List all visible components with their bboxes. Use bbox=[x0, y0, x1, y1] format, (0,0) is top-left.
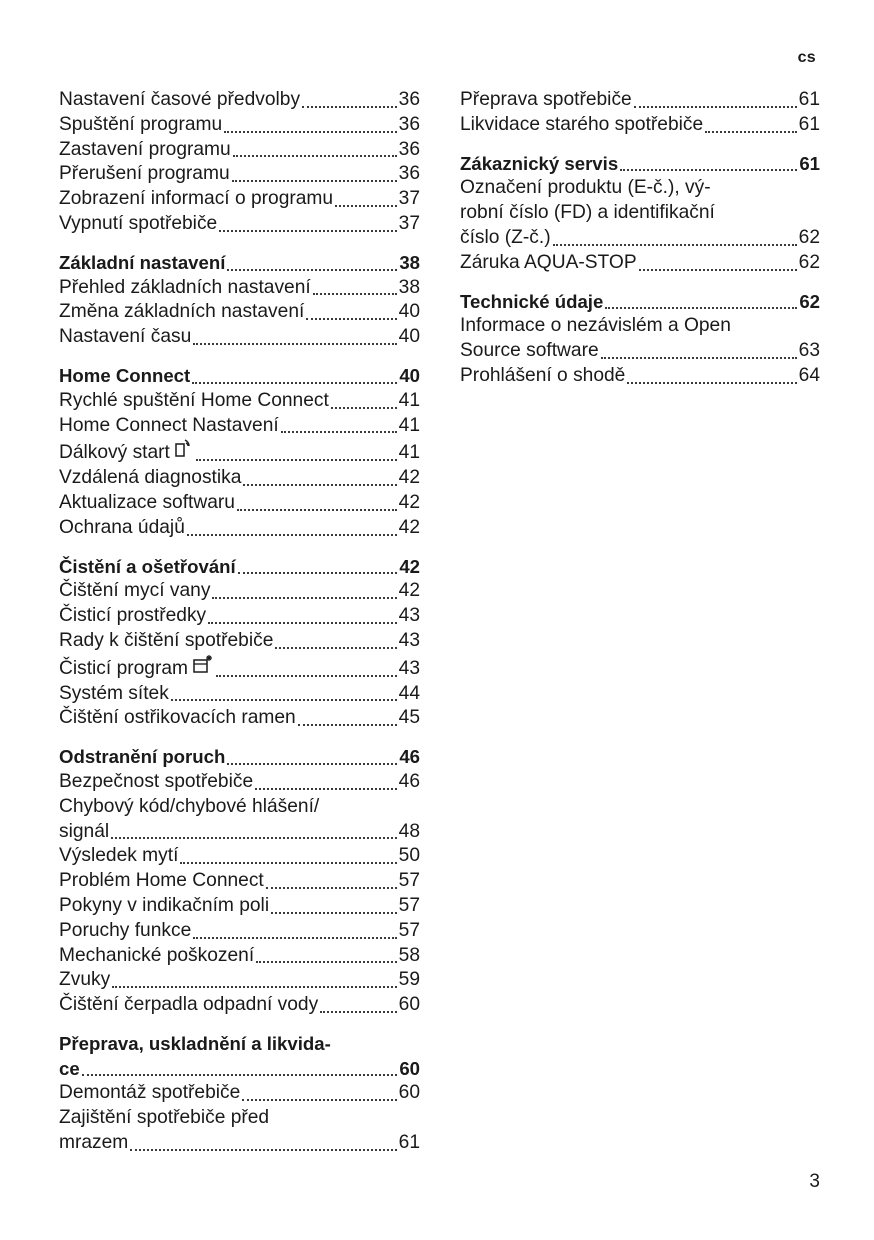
toc-page-number: 41 bbox=[398, 442, 420, 464]
toc-entry-title: Záruka AQUA-STOP bbox=[460, 251, 637, 273]
toc-entry bbox=[59, 325, 420, 350]
toc-entry bbox=[59, 654, 420, 682]
toc-section bbox=[59, 364, 420, 541]
dot-leader bbox=[212, 583, 396, 599]
toc-entry-title: Ochrana údajů bbox=[59, 516, 185, 538]
dot-leader bbox=[271, 898, 397, 914]
toc-page-number: 42 bbox=[398, 516, 420, 538]
dot-leader bbox=[238, 558, 398, 574]
toc-entry bbox=[59, 491, 420, 516]
toc-entry bbox=[59, 869, 420, 894]
toc-entry-title: Informace o nezávislém a Open bbox=[460, 315, 731, 337]
toc-page-number: 57 bbox=[398, 919, 420, 941]
toc-page-number: 41 bbox=[398, 414, 420, 436]
toc-entry-title: Poruchy funkce bbox=[59, 919, 192, 941]
dot-leader bbox=[196, 445, 397, 461]
language-code: cs bbox=[797, 49, 816, 66]
toc-page-number: 61 bbox=[799, 152, 820, 174]
toc-page-number: 58 bbox=[398, 944, 420, 966]
toc-page-number: 48 bbox=[398, 820, 420, 842]
toc-entry-title: Nastavení času bbox=[59, 326, 192, 348]
toc-entry bbox=[460, 226, 820, 251]
dot-leader bbox=[216, 661, 397, 677]
dot-leader bbox=[553, 230, 797, 246]
dot-leader bbox=[237, 495, 397, 511]
toc-heading bbox=[59, 745, 420, 770]
dot-leader bbox=[219, 216, 396, 232]
toc-entry-title: Odstranění poruch bbox=[59, 746, 226, 768]
toc-entry bbox=[59, 682, 420, 707]
dot-leader bbox=[242, 1085, 396, 1101]
dot-leader bbox=[111, 823, 397, 839]
dot-leader bbox=[275, 633, 396, 649]
dot-leader bbox=[306, 304, 396, 320]
dot-leader bbox=[620, 155, 797, 171]
toc-entry-title: Čištění ostřikovacích ramen bbox=[59, 707, 296, 729]
toc-entry-title: Čištění čerpadla odpadní vody bbox=[59, 994, 319, 1016]
toc-page-number: 60 bbox=[398, 994, 420, 1016]
toc-page-number: 57 bbox=[398, 870, 420, 892]
toc-entry-title: Demontáž spotřebiče bbox=[59, 1082, 241, 1104]
toc-section bbox=[460, 88, 820, 138]
toc-entry-title: Čisticí prostředky bbox=[59, 605, 207, 627]
toc-entry bbox=[59, 604, 420, 629]
toc-entry bbox=[59, 187, 420, 212]
dot-leader bbox=[605, 293, 797, 309]
dot-leader bbox=[233, 141, 397, 157]
toc-entry-title: Technické údaje bbox=[460, 290, 604, 312]
toc-page-number: 40 bbox=[399, 364, 420, 386]
toc-section bbox=[460, 290, 820, 389]
remote-start-icon bbox=[174, 438, 194, 466]
toc-entry-title: Mechanické poškození bbox=[59, 944, 255, 966]
toc-entry bbox=[59, 1106, 420, 1131]
toc-entry-title: Nastavení časové předvolby bbox=[59, 89, 301, 110]
toc-entry bbox=[59, 629, 420, 654]
toc-page-number: 43 bbox=[398, 657, 420, 679]
dot-leader bbox=[634, 92, 797, 108]
dot-leader bbox=[224, 117, 396, 133]
dot-leader bbox=[639, 255, 797, 271]
toc-entry bbox=[460, 88, 820, 113]
toc-entry bbox=[59, 795, 420, 820]
toc-page-number: 61 bbox=[398, 1132, 420, 1154]
toc-entry bbox=[59, 212, 420, 237]
toc-entry-title: Základní nastavení bbox=[59, 251, 226, 273]
toc-entry bbox=[59, 919, 420, 944]
toc-entry-title: Zobrazení informací o programu bbox=[59, 188, 334, 210]
toc-page-number: 62 bbox=[799, 290, 820, 312]
toc-entry-title: Vzdálená diagnostika bbox=[59, 467, 242, 489]
toc-entry bbox=[59, 1081, 420, 1106]
toc-entry-title: Čištění mycí vany bbox=[59, 580, 211, 602]
dot-leader bbox=[302, 92, 397, 108]
toc-entry bbox=[460, 176, 820, 201]
toc-page-number: 41 bbox=[398, 389, 420, 411]
dot-leader bbox=[208, 608, 397, 624]
toc-left-column bbox=[59, 88, 420, 1170]
toc-entry-title: ce bbox=[59, 1057, 80, 1079]
toc-entry bbox=[59, 276, 420, 301]
toc-entry-title: Spuštění programu bbox=[59, 113, 223, 135]
toc-page-number: 60 bbox=[399, 1057, 420, 1079]
toc-section bbox=[59, 251, 420, 350]
toc-entry-title: Home Connect Nastavení bbox=[59, 414, 279, 436]
toc-page-number: 37 bbox=[398, 188, 420, 210]
toc-entry-title: Označení produktu (E-č.), vý- bbox=[460, 177, 711, 199]
dot-leader bbox=[256, 947, 396, 963]
toc-entry-title: Home Connect bbox=[59, 364, 191, 386]
dot-leader bbox=[601, 343, 797, 359]
toc-entry bbox=[59, 516, 420, 541]
toc-page-number: 36 bbox=[398, 89, 420, 110]
toc-page-number: 42 bbox=[398, 580, 420, 602]
toc-entry bbox=[59, 820, 420, 845]
toc-entry bbox=[460, 314, 820, 339]
dot-leader bbox=[180, 848, 396, 864]
toc-entry-title: mrazem bbox=[59, 1132, 129, 1154]
dot-leader bbox=[243, 470, 396, 486]
toc-entry bbox=[59, 579, 420, 604]
toc-entry bbox=[59, 389, 420, 414]
dot-leader bbox=[193, 329, 396, 345]
dot-leader bbox=[227, 749, 397, 765]
toc-entry-title: Likvidace starého spotřebiče bbox=[460, 113, 704, 135]
toc-section bbox=[59, 1032, 420, 1156]
toc-section bbox=[59, 88, 420, 237]
toc-page-number: 46 bbox=[398, 770, 420, 792]
toc-page-number: 36 bbox=[398, 138, 420, 160]
toc-entry-title: Přerušení programu bbox=[59, 163, 230, 185]
toc-entry-title: signál bbox=[59, 820, 110, 842]
toc-entry-title: Bezpečnost spotřebiče bbox=[59, 770, 254, 792]
toc-entry-title: Čisticí program bbox=[59, 657, 189, 679]
toc-page-number: 59 bbox=[398, 969, 420, 991]
toc-entry bbox=[460, 339, 820, 364]
dot-leader bbox=[266, 873, 397, 889]
dot-leader bbox=[255, 774, 397, 790]
toc-heading bbox=[59, 251, 420, 276]
toc-entry bbox=[460, 113, 820, 138]
toc-entry-title: Zastavení programu bbox=[59, 138, 231, 160]
dot-leader bbox=[130, 1135, 396, 1151]
toc-section bbox=[460, 152, 820, 276]
toc-entry-title: Aktualizace softwaru bbox=[59, 491, 235, 513]
dot-leader bbox=[320, 997, 396, 1013]
toc-page-number: 38 bbox=[399, 251, 420, 273]
toc-page-number: 46 bbox=[399, 746, 420, 768]
toc-entry-title: Chybový kód/chybové hlášení/ bbox=[59, 795, 320, 817]
dot-leader bbox=[313, 279, 397, 295]
toc-entry-title: Přehled základních nastavení bbox=[59, 276, 311, 298]
toc-page-number: 45 bbox=[398, 707, 420, 729]
toc-heading bbox=[460, 290, 820, 315]
toc-page-number: 44 bbox=[398, 682, 420, 704]
toc-entry-title: Rychlé spuštění Home Connect bbox=[59, 389, 329, 411]
toc-page-number: 64 bbox=[798, 364, 820, 386]
toc-page-number: 61 bbox=[798, 89, 820, 110]
dot-leader bbox=[227, 255, 397, 271]
toc-page-number: 36 bbox=[398, 163, 420, 185]
toc-entry-title: Pokyny v indikačním poli bbox=[59, 894, 270, 916]
toc-section bbox=[59, 745, 420, 1018]
toc-heading bbox=[460, 152, 820, 177]
toc-entry-title: Vypnutí spotřebiče bbox=[59, 212, 218, 234]
toc-entry bbox=[59, 300, 420, 325]
dot-leader bbox=[112, 972, 396, 988]
toc-entry-title: Přeprava spotřebiče bbox=[460, 89, 632, 110]
toc-entry-title: Výsledek mytí bbox=[59, 845, 179, 867]
toc-page-number: 38 bbox=[398, 276, 420, 298]
toc-page-number: 37 bbox=[398, 212, 420, 234]
toc-entry bbox=[59, 944, 420, 969]
toc-entry bbox=[59, 770, 420, 795]
toc-heading bbox=[59, 364, 420, 389]
toc-entry bbox=[460, 201, 820, 226]
toc-entry bbox=[59, 706, 420, 731]
toc-entry-title: Změna základních nastavení bbox=[59, 301, 305, 323]
toc-right-column bbox=[460, 88, 820, 403]
dot-leader bbox=[192, 368, 397, 384]
toc-page-number: 42 bbox=[399, 555, 420, 577]
dot-leader bbox=[331, 393, 397, 409]
toc-entry-title: Prohlášení o shodě bbox=[460, 364, 626, 386]
dot-leader bbox=[193, 923, 396, 939]
toc-entry bbox=[59, 466, 420, 491]
dot-leader bbox=[335, 191, 397, 207]
toc-page-number: 40 bbox=[398, 301, 420, 323]
toc-entry-title: Dálkový start bbox=[59, 442, 170, 464]
toc-page-number: 36 bbox=[398, 113, 420, 135]
toc-entry bbox=[59, 438, 420, 466]
toc-entry-title: číslo (Z-č.) bbox=[460, 226, 551, 248]
toc-entry bbox=[59, 993, 420, 1018]
toc-page-number: 43 bbox=[398, 629, 420, 651]
toc-heading bbox=[59, 1057, 420, 1082]
toc-entry bbox=[460, 364, 820, 389]
toc-page-number: 43 bbox=[398, 605, 420, 627]
toc-entry bbox=[59, 162, 420, 187]
toc-entry-title: Zvuky bbox=[59, 969, 111, 991]
dot-leader bbox=[187, 520, 397, 536]
toc-entry-title: Zajištění spotřebiče před bbox=[59, 1107, 270, 1129]
toc-page-number: 62 bbox=[798, 251, 820, 273]
toc-entry bbox=[59, 894, 420, 919]
dot-leader bbox=[171, 685, 397, 701]
toc-entry-title: Systém sítek bbox=[59, 682, 169, 704]
toc-entry bbox=[460, 251, 820, 276]
toc-entry bbox=[59, 1131, 420, 1156]
dot-leader bbox=[298, 710, 397, 726]
toc-entry-title: Problém Home Connect bbox=[59, 870, 264, 892]
toc-section bbox=[59, 555, 420, 732]
toc-entry bbox=[59, 968, 420, 993]
dot-leader bbox=[627, 368, 796, 384]
toc-entry-title: Source software bbox=[460, 340, 599, 362]
toc-page-number: 61 bbox=[798, 113, 820, 135]
toc-heading bbox=[59, 555, 420, 580]
toc-page-number: 42 bbox=[398, 491, 420, 513]
toc-page-number: 57 bbox=[398, 894, 420, 916]
dot-leader bbox=[82, 1060, 398, 1076]
toc-entry bbox=[59, 414, 420, 439]
toc-entry-title: Přeprava, uskladnění a likvida- bbox=[59, 1032, 331, 1054]
toc-page-number: 62 bbox=[798, 226, 820, 248]
machine-care-icon bbox=[192, 654, 214, 682]
page-number: 3 bbox=[809, 1171, 820, 1192]
toc-page-number: 40 bbox=[398, 326, 420, 348]
toc-page-number: 63 bbox=[798, 340, 820, 362]
toc-page-number: 60 bbox=[398, 1082, 420, 1104]
toc-entry bbox=[59, 88, 420, 113]
toc-entry bbox=[59, 138, 420, 163]
toc-entry-title: robní číslo (FD) a identifikační bbox=[460, 202, 715, 224]
dot-leader bbox=[232, 166, 397, 182]
toc-page-number: 50 bbox=[398, 845, 420, 867]
toc-entry-title: Rady k čištění spotřebiče bbox=[59, 629, 274, 651]
dot-leader bbox=[705, 117, 796, 133]
toc-entry-title: Čistění a ošetřování bbox=[59, 555, 236, 577]
toc-heading bbox=[59, 1032, 420, 1057]
toc-entry bbox=[59, 844, 420, 869]
toc-entry-title: Zákaznický servis bbox=[460, 152, 619, 174]
toc-entry bbox=[59, 113, 420, 138]
dot-leader bbox=[281, 417, 397, 433]
toc-page-number: 42 bbox=[398, 467, 420, 489]
